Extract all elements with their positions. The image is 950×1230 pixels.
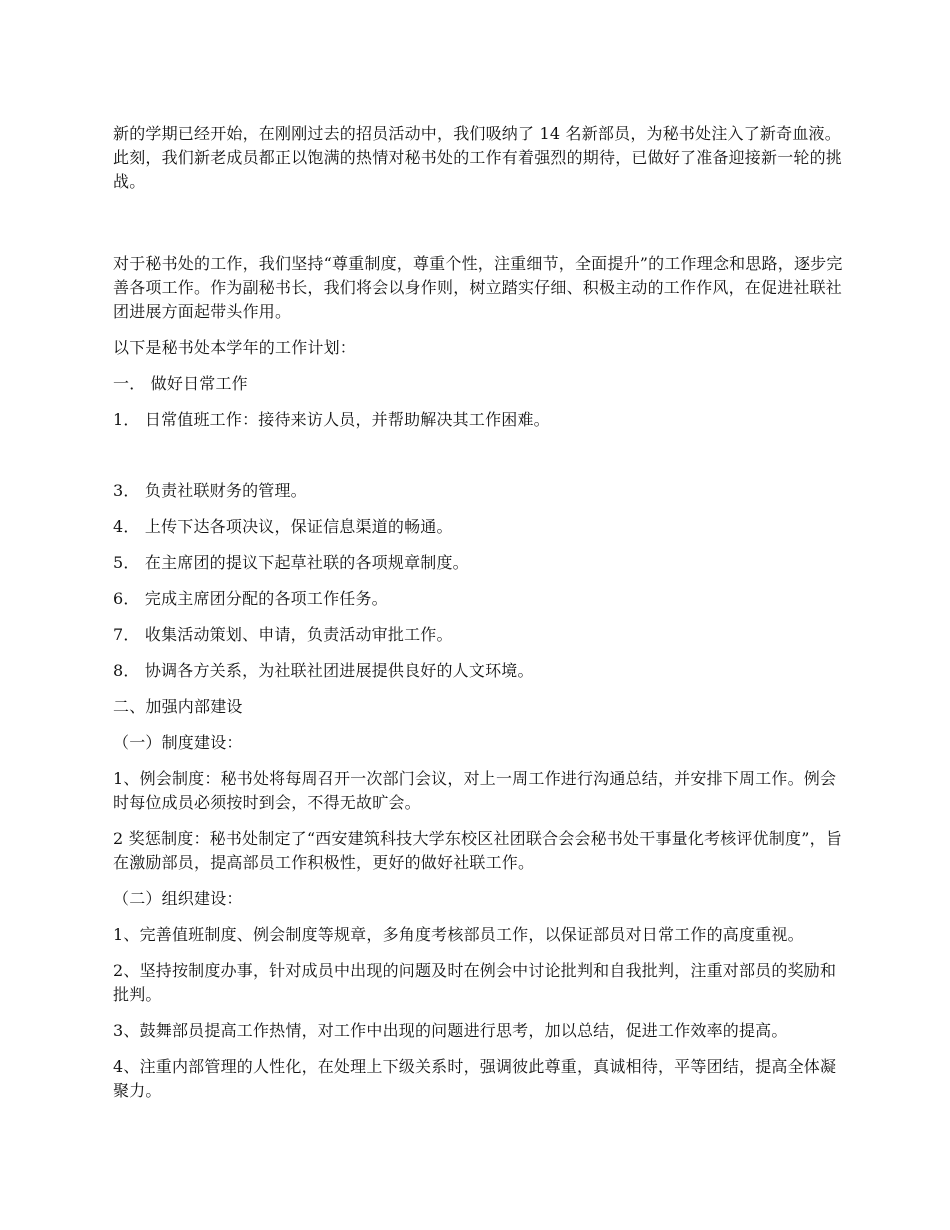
list-item: 7． 收集活动策划、申请，负责活动审批工作。 (113, 625, 453, 644)
list-item: 4、注重内部管理的人性化，在处理上下级关系时，强调彼此尊重，真诚相待，平等团结，提高全体凝聚力。 (113, 1057, 837, 1100)
section1-heading: 一． 做好日常工作 (113, 374, 248, 393)
list-item: 3、鼓舞部员提高工作热情，对工作中出现的问题进行思考，加以总结，促进工作效率的提高。 (113, 1021, 788, 1040)
subsection1-heading: （一）制度建设： (113, 733, 243, 752)
plan-intro: 以下是秘书处本学年的工作计划： (113, 338, 357, 357)
list-item: 5． 在主席团的提议下起草社联的各项规章制度。 (113, 553, 469, 572)
section2-heading: 二、加强内部建设 (113, 697, 243, 716)
principle-paragraph: 对于秘书处的工作，我们坚持“尊重制度，尊重个性，注重细节，全面提升”的工作理念和思路，逐步完善各项工作。作为副秘书长，我们将会以身作则，树立踏实仔细、积极主动的工作作风，在促进社联社团进展方面起带头作用。 (113, 254, 843, 321)
list-item: 1、例会制度：秘书处将每周召开一次部门会议，对上一周工作进行沟通总结，并安排下周工作。例会时每位成员必须按时到会，不得无故旷会。 (113, 769, 837, 812)
document-body (113, 122, 843, 1115)
list-item: 3． 负责社联财务的管理。 (113, 481, 307, 500)
list-item: 6． 完成主席团分配的各项工作任务。 (113, 589, 388, 608)
subsection2-heading: （二）组织建设： (113, 889, 243, 908)
intro-paragraph: 新的学期已经开始，在刚刚过去的招员活动中，我们吸纳了 14 名新部员，为秘书处注入了新奇血液。此刻，我们新老成员都正以饱满的热情对秘书处的工作有着强烈的期待，已做好了准备迎接新一轮的挑战。 (113, 124, 843, 191)
list-item: 4． 上传下达各项决议，保证信息渠道的畅通。 (113, 517, 453, 536)
list-item: 1、完善值班制度、例会制度等规章，多角度考核部员工作，以保证部员对日常工作的高度重视。 (113, 925, 804, 944)
list-item: 8． 协调各方关系，为社联社团进展提供良好的人文环境。 (113, 661, 534, 680)
list-item: 1． 日常值班工作：接待来访人员，并帮助解决其工作困难。 (113, 410, 550, 429)
list-item: 2、坚持按制度办事，针对成员中出现的问题及时在例会中讨论批判和自我批判，注重对部员的奖励和批判。 (113, 961, 837, 1004)
list-item: 2 奖惩制度：秘书处制定了“西安建筑科技大学东校区社团联合会会秘书处干事量化考核评优制度”，旨在激励部员，提高部员工作积极性，更好的做好社联工作。 (113, 829, 843, 872)
